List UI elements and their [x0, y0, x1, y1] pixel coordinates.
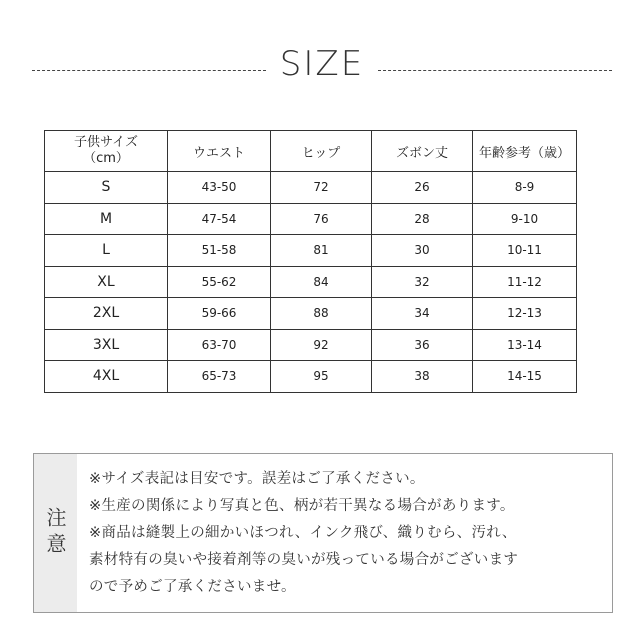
- header-age: 年齢参考（歳）: [473, 131, 577, 172]
- notice-line: ※生産の関係により写真と色、柄が若干異なる場合があります。: [89, 498, 515, 514]
- cell-hip: 88: [271, 298, 372, 330]
- table-row: [45, 361, 577, 393]
- cell-length: 30: [372, 235, 473, 267]
- cell-waist: 47-54: [168, 203, 271, 235]
- size-table: [44, 130, 577, 393]
- cell-age: 13-14: [473, 329, 577, 361]
- notice-line: ※商品は縫製上の細かいほつれ、インク飛び、織りむら、汚れ、: [89, 525, 517, 541]
- cell-length: 38: [372, 361, 473, 393]
- table-row: [45, 298, 577, 330]
- notice-line: 素材特有の臭いや接着剤等の臭いが残っている場合がございます: [89, 552, 519, 568]
- cell-waist: 63-70: [168, 329, 271, 361]
- header-size-label: 子供サイズ: [74, 135, 138, 150]
- header-size-unit: （cm）: [83, 151, 129, 166]
- header-pants-length: ズボン丈: [372, 131, 473, 172]
- cell-age: 8-9: [473, 172, 577, 204]
- title-divider-left: [32, 70, 266, 71]
- cell-waist: 51-58: [168, 235, 271, 267]
- header-hip: ヒップ: [271, 131, 372, 172]
- header-size: [45, 131, 168, 172]
- cell-hip: 76: [271, 203, 372, 235]
- cell-size: XL: [45, 266, 168, 298]
- cell-waist: 55-62: [168, 266, 271, 298]
- cell-hip: 92: [271, 329, 372, 361]
- cell-waist: 59-66: [168, 298, 271, 330]
- cell-size: L: [45, 235, 168, 267]
- header-waist: ウエスト: [168, 131, 271, 172]
- cell-age: 12-13: [473, 298, 577, 330]
- table-row: [45, 172, 577, 204]
- cell-waist: 43-50: [168, 172, 271, 204]
- cell-length: 28: [372, 203, 473, 235]
- cell-age: 14-15: [473, 361, 577, 393]
- cell-size: S: [45, 172, 168, 204]
- cell-size: 4XL: [45, 361, 168, 393]
- notice-line: ので予めご了承くださいませ。: [89, 579, 296, 595]
- table-row: [45, 203, 577, 235]
- cell-hip: 72: [271, 172, 372, 204]
- cell-length: 36: [372, 329, 473, 361]
- cell-length: 34: [372, 298, 473, 330]
- cell-age: 10-11: [473, 235, 577, 267]
- table-row: [45, 329, 577, 361]
- cell-size: 2XL: [45, 298, 168, 330]
- table-row: [45, 266, 577, 298]
- notice-text: [89, 466, 609, 601]
- cell-hip: 84: [271, 266, 372, 298]
- notice-box: [33, 453, 613, 613]
- table-row: [45, 235, 577, 267]
- size-table-header: [45, 131, 577, 172]
- title-row: [0, 44, 640, 94]
- cell-length: 26: [372, 172, 473, 204]
- title-divider-right: [378, 70, 612, 71]
- cell-waist: 65-73: [168, 361, 271, 393]
- cell-hip: 81: [271, 235, 372, 267]
- page-title: SIZE: [279, 44, 365, 84]
- notice-label-panel: [34, 454, 77, 612]
- cell-hip: 95: [271, 361, 372, 393]
- notice-line: ※サイズ表記は目安です。誤差はご了承ください。: [89, 471, 425, 487]
- cell-age: 9-10: [473, 203, 577, 235]
- cell-size: 3XL: [45, 329, 168, 361]
- cell-size: M: [45, 203, 168, 235]
- notice-label: 注意: [43, 507, 67, 559]
- cell-age: 11-12: [473, 266, 577, 298]
- cell-length: 32: [372, 266, 473, 298]
